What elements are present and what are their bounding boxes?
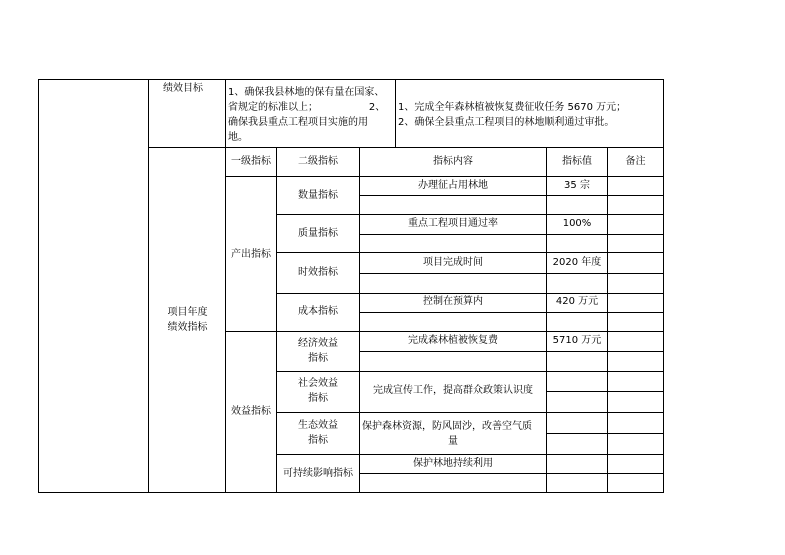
col-sep-6 <box>607 147 608 493</box>
col-sep-5 <box>546 147 547 493</box>
col-sep-2 <box>225 79 226 493</box>
goal-split-line <box>395 79 396 147</box>
ecological-content-line-2: 量 <box>448 436 458 447</box>
goal-bottom-line <box>148 147 664 148</box>
cost-content: 控制在预算内 <box>423 296 483 307</box>
quantity-content: 办理征占用林地 <box>418 180 488 191</box>
ecological-label-line-2: 指标 <box>308 435 328 446</box>
sustainable-label: 可持续影响指标 <box>283 468 353 479</box>
economic-bottom-line <box>276 371 664 372</box>
social-content: 完成宣传工作，提高群众政策认识度 <box>373 385 533 396</box>
quantity-value: 35 宗 <box>564 180 590 191</box>
annual-label-line-2: 绩效指标 <box>167 322 208 333</box>
timeliness-value: 2020 年度 <box>552 257 602 268</box>
header-bottom-line <box>225 176 664 177</box>
ecological-label-line-1: 生态效益 <box>298 420 338 431</box>
goal-left-line-2: 省规定的标准以上； 2、 <box>228 102 386 113</box>
economic-content: 完成森林植被恢复费 <box>408 335 498 346</box>
output-indicator-label: 产出指标 <box>231 249 271 260</box>
output-benefit-line <box>225 331 664 332</box>
table-border-top <box>38 79 664 80</box>
timeliness-label: 时效指标 <box>298 267 338 278</box>
ecological-bottom-line <box>276 454 664 455</box>
goal-left-line-3: 确保我县重点工程项目实施的用 <box>228 117 368 128</box>
table-border-right <box>663 79 664 493</box>
sustainable-subrow-line <box>359 473 664 474</box>
header-value: 指标值 <box>562 156 592 167</box>
table-border-bottom <box>38 492 664 493</box>
cost-subrow-line <box>359 312 664 313</box>
header-level1: 一级指标 <box>231 156 271 167</box>
cost-label: 成本指标 <box>298 306 338 317</box>
quality-subrow-line <box>359 234 664 235</box>
ecological-content-line-1: 保护森林资源，防风固沙，改善空气质 <box>362 421 532 432</box>
benefit-indicator-label: 效益指标 <box>231 406 271 417</box>
annual-label-line-1: 项目年度 <box>167 307 208 318</box>
quality-content: 重点工程项目通过率 <box>408 218 498 229</box>
goal-left-line-1: 1、确保我县林地的保有量在国家、 <box>228 87 385 98</box>
sustainable-content: 保护林地持续利用 <box>413 458 493 469</box>
quantity-subrow-line <box>359 195 664 196</box>
goal-right-line-1: 1、完成全年森林植被恢复费征收任务 5670 万元； <box>398 102 627 113</box>
timeliness-content: 项目完成时间 <box>423 257 483 268</box>
quality-label: 质量指标 <box>298 228 338 239</box>
cost-value: 420 万元 <box>555 296 599 307</box>
social-subrow-line-1 <box>546 391 664 392</box>
col-sep-1 <box>148 79 149 493</box>
economic-value: 5710 万元 <box>552 335 602 346</box>
timeliness-bottom-line <box>276 293 664 294</box>
header-level2: 二级指标 <box>298 156 338 167</box>
quality-bottom-line <box>276 252 664 253</box>
goal-label: 绩效目标 <box>163 83 203 94</box>
social-label-line-2: 指标 <box>308 393 328 404</box>
table-border-left <box>38 79 39 493</box>
quality-value: 100% <box>562 218 592 229</box>
header-content: 指标内容 <box>433 156 473 167</box>
economic-label-line-2: 指标 <box>308 353 328 364</box>
quantity-label: 数量指标 <box>298 190 338 201</box>
goal-left-line-4: 地。 <box>228 132 248 143</box>
social-label-line-1: 社会效益 <box>298 378 338 389</box>
economic-label-line-1: 经济效益 <box>298 338 338 349</box>
social-bottom-line <box>276 412 664 413</box>
timeliness-subrow-line <box>359 273 664 274</box>
economic-subrow-line <box>359 351 664 352</box>
goal-right-line-2: 2、确保全县重点工程项目的林地顺利通过审批。 <box>398 117 615 128</box>
header-note: 备注 <box>625 156 646 167</box>
quantity-bottom-line <box>276 214 664 215</box>
ecological-subrow-line <box>546 433 664 434</box>
